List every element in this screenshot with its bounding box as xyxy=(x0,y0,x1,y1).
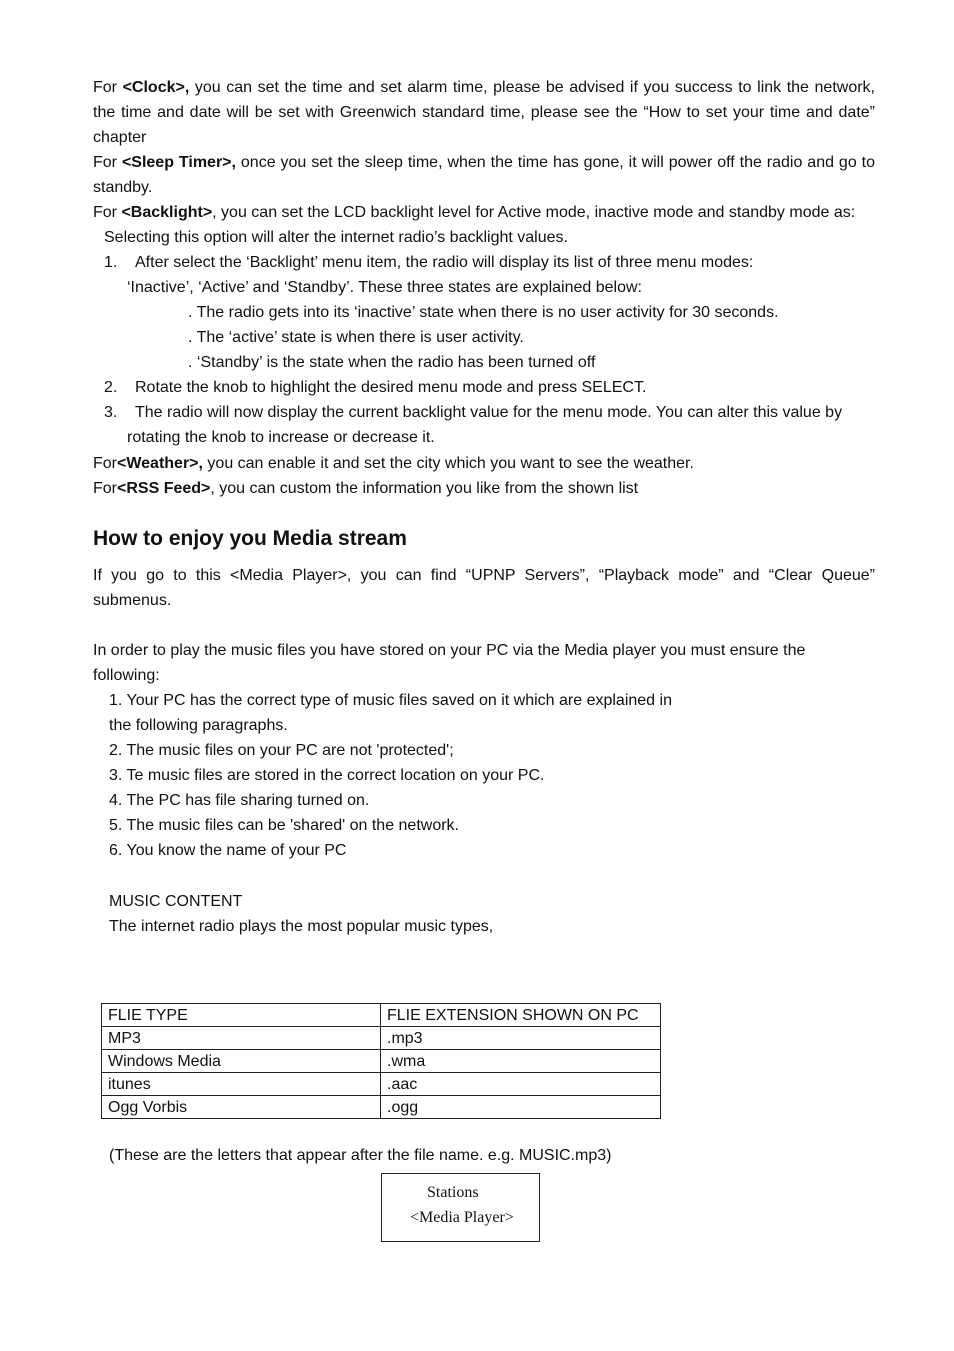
step-number: 1. xyxy=(104,254,118,271)
weather-text: you can enable it and set the city which you want to see the weather. xyxy=(202,455,694,472)
document-body xyxy=(93,75,875,939)
step-text: Rotate the knob to highlight the desired menu mode and press SELECT. xyxy=(135,379,647,396)
weather-prefix: For xyxy=(93,455,117,472)
backlight-paragraph xyxy=(93,200,875,225)
state-standby: . ‘Standby’ is the state when the radio has been turned off xyxy=(188,354,596,371)
backlight-step-2 xyxy=(93,375,875,400)
table-cell: .wma xyxy=(381,1050,661,1073)
backlight-step-3-continuation: rotating the knob to increase or decrease it. xyxy=(127,429,435,446)
table-cell: .mp3 xyxy=(381,1027,661,1050)
media-stream-heading: How to enjoy you Media stream xyxy=(93,527,407,550)
file-type-table xyxy=(101,1003,661,1119)
step-text: After select the ‘Backlight’ menu item, the radio will display its list of three menu modes: xyxy=(135,254,754,271)
backlight-step-1-continuation: ‘Inactive’, ‘Active’ and ‘Standby’. These three states are explained below: xyxy=(127,279,642,296)
state-active: . The ‘active’ state is when there is user activity. xyxy=(188,329,524,346)
backlight-step-3 xyxy=(93,400,875,425)
requirement-item: 5. The music files can be 'shared' on the network. xyxy=(109,817,459,834)
requirement-item: the following paragraphs. xyxy=(109,717,288,734)
requirement-item: 2. The music files on your PC are not 'protected'; xyxy=(109,742,454,759)
step-number: 2. xyxy=(104,379,118,396)
sleep-label: <Sleep Timer>, xyxy=(121,154,236,171)
rss-prefix: For xyxy=(93,480,117,497)
sleep-text: once you set the sleep time, when the time has gone, it will power off the radio and go to standby. xyxy=(93,154,875,196)
rss-paragraph xyxy=(93,476,875,501)
menu-line-stations: Stations xyxy=(427,1184,479,1201)
media-requirements-intro: In order to play the music files you have stored on your PC via the Media player you must ensure the following: xyxy=(93,642,806,684)
backlight-step-1 xyxy=(93,250,875,275)
table-header-cell: FLIE EXTENSION SHOWN ON PC xyxy=(381,1004,661,1027)
table-row xyxy=(102,1096,661,1119)
menu-line-media-player: <Media Player> xyxy=(410,1209,514,1226)
music-content-title: MUSIC CONTENT xyxy=(109,893,243,910)
backlight-text: , you can set the LCD backlight level for Active mode, inactive mode and standby mode as: xyxy=(212,204,856,221)
rss-text: , you can custom the information you like from the shown list xyxy=(210,480,639,497)
weather-label: <Weather>, xyxy=(117,455,203,472)
requirement-item: 1. Your PC has the correct type of music files saved on it which are explained in xyxy=(109,692,672,709)
table-row xyxy=(102,1050,661,1073)
table-header-cell: FLIE TYPE xyxy=(102,1004,381,1027)
table-header-row xyxy=(102,1004,661,1027)
requirement-item: 4. The PC has file sharing turned on. xyxy=(109,792,370,809)
table-cell: .aac xyxy=(381,1073,661,1096)
backlight-label: <Backlight> xyxy=(121,204,213,221)
step-number: 3. xyxy=(104,404,118,421)
state-inactive: . The radio gets into its ‘inactive’ state when there is no user activity for 30 seconds. xyxy=(188,304,779,321)
table-cell: .ogg xyxy=(381,1096,661,1119)
table-cell: Windows Media xyxy=(102,1050,381,1073)
table-row xyxy=(102,1073,661,1096)
clock-label: <Clock>, xyxy=(122,79,190,96)
menu-display-box xyxy=(381,1173,540,1242)
table-cell: itunes xyxy=(102,1073,381,1096)
table-cell: MP3 xyxy=(102,1027,381,1050)
step-text: The radio will now display the current backlight value for the menu mode. You can alter this value by xyxy=(135,404,843,421)
table-row xyxy=(102,1027,661,1050)
file-extension-note: (These are the letters that appear after the file name. e.g. MUSIC.mp3) xyxy=(109,1147,612,1164)
weather-paragraph xyxy=(93,451,875,476)
media-intro: If you go to this <Media Player>, you can find “UPNP Servers”, “Playback mode” and “Clear Queue” submenus. xyxy=(93,567,875,609)
music-content-text: The internet radio plays the most popular music types, xyxy=(109,918,494,935)
requirement-item: 3. Te music files are stored in the correct location on your PC. xyxy=(109,767,545,784)
requirement-item: 6. You know the name of your PC xyxy=(109,842,347,859)
rss-label: <RSS Feed> xyxy=(117,480,211,497)
backlight-prefix: For xyxy=(93,204,122,221)
clock-prefix: For xyxy=(93,79,123,96)
clock-paragraph xyxy=(93,75,875,150)
table-cell: Ogg Vorbis xyxy=(102,1096,381,1119)
clock-text: you can set the time and set alarm time, please be advised if you success to link the network, the time and date will be set with Greenwich standard time, please see the “How to set your time and date” chapter xyxy=(93,79,875,146)
backlight-intro: Selecting this option will alter the internet radio’s backlight values. xyxy=(104,229,568,246)
sleep-timer-paragraph xyxy=(93,150,875,200)
sleep-prefix: For xyxy=(93,154,122,171)
